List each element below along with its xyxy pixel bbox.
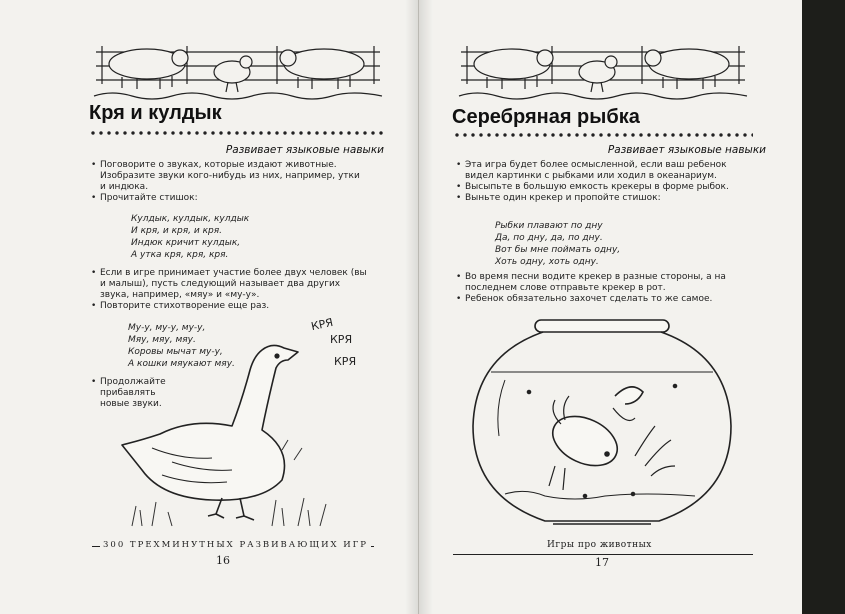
poem-line: Хоть одну, хоть одну. — [495, 257, 599, 267]
poem-fish — [495, 220, 620, 268]
footer-rule — [453, 554, 753, 555]
page-number: 17 — [595, 556, 609, 569]
duck-sound-label: КРЯ — [334, 355, 357, 368]
instruction-item: • Во время песни водите крекер в разные стороны, а на последнем слове отправьте крекер в рот. — [456, 272, 756, 294]
instruction-item: • Продолжайте прибавлять новые звуки. — [91, 377, 163, 410]
instructions-top — [456, 160, 756, 204]
poem-line: Вот бы мне поймать одну, — [495, 245, 621, 255]
duck-sound-label: КРЯ — [330, 333, 353, 346]
instruction-item: • Выньте один крекер и пропойте стишок: — [456, 193, 756, 204]
instructions-top — [91, 160, 367, 204]
instructions-mid — [91, 268, 367, 312]
page-number: 16 — [216, 554, 230, 567]
instruction-item: • Эта игра будет более осмысленной, если ваш ребенок видел картинки с рыбками или ходил в океанариум. — [456, 160, 756, 182]
book-title-footer: 300 ТРЕХМИНУТНЫХ РАЗВИВАЮЩИХ ИГР — [100, 540, 371, 550]
dotted-rule — [453, 132, 753, 138]
instruction-item: • Поговорите о звуках, которые издают животные. Изобразите звуки кого-нибудь из них, например, утки и индюка. — [91, 160, 367, 193]
poem-line: А кошки мяукают мяу. — [128, 359, 235, 369]
game-title: Серебряная рыбка — [452, 106, 640, 128]
section-footer: Игры про животных — [547, 540, 652, 550]
poem-line: Мяу, мяу, мяу. — [128, 335, 196, 345]
fishbowl-illustration — [465, 316, 739, 536]
duck-sound-label: КРЯ — [309, 315, 335, 334]
poem-line: Коровы мычат му-у, — [128, 347, 223, 357]
poem-line: Да, по дну, да, по дну. — [495, 233, 603, 243]
poem-line: А утка кря, кря, кря. — [131, 250, 229, 260]
instruction-item: • Высыпьте в большую емкость крекеры в форме рыбок. — [456, 182, 756, 193]
poem-line: Му-у, му-у, му-у, — [128, 323, 206, 333]
right-page — [419, 0, 802, 614]
poem-duck-turkey — [131, 213, 249, 261]
instructions-bottom — [456, 272, 756, 305]
farm-animals-banner — [92, 40, 384, 102]
farm-animals-banner — [457, 40, 749, 102]
poem-line: Кулдык, кулдык, кулдык — [131, 214, 250, 224]
game-title: Кря и кулдык — [89, 102, 222, 124]
skill-label: Развивает языковые навыки — [225, 144, 384, 156]
poem-line: И кря, и кря, и кря. — [131, 226, 223, 236]
instruction-item: • Если в игре принимает участие более двух человек (вы и малыш), пусть следующий называет два других звука, например, «мяу» и «му-у». — [91, 268, 367, 301]
left-page — [0, 0, 419, 614]
poem-line: Индюк кричит кулдык, — [131, 238, 241, 248]
dotted-rule — [89, 130, 387, 136]
goose-illustration — [112, 330, 342, 530]
instruction-item: • Повторите стихотворение еще раз. — [91, 301, 367, 312]
poem-line: Рыбки плавают по дну — [495, 221, 603, 231]
book-cover-edge — [802, 0, 845, 614]
instruction-item: • Ребенок обязательно захочет сделать то же самое. — [456, 294, 756, 305]
instruction-item: • Прочитайте стишок: — [91, 193, 367, 204]
skill-label: Развивает языковые навыки — [607, 144, 766, 156]
